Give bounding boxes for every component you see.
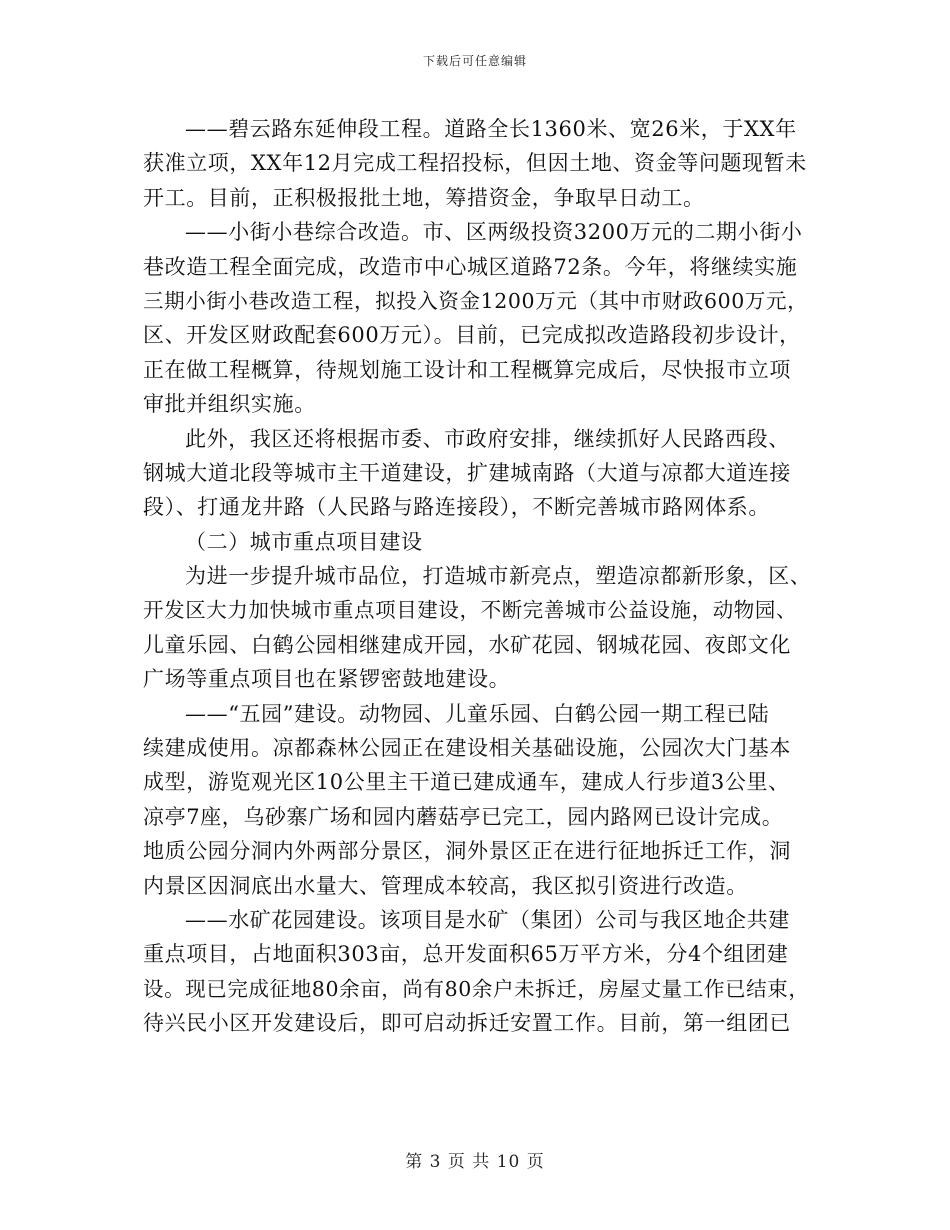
paragraph-line: 内景区因洞底出水量大、管理成本较高，我区拟引资进行改造。: [143, 873, 748, 898]
paragraph-line: 审批并组织实施。: [143, 392, 316, 417]
page-number-footer: 第 3 页 共 10 页: [405, 1152, 545, 1172]
paragraph-first-line: （二）城市重点项目建设: [185, 529, 423, 554]
paragraph-first-line: ——水矿花园建设。该项目是水矿（集团）公司与我区地企共建: [185, 907, 790, 932]
paragraph-line: 开工。目前，正积极报批土地，筹措资金，争取早日动工。: [143, 185, 705, 210]
paragraph-line: 开发区大力加快城市重点项目建设，不断完善城市公益设施，动物园、: [143, 598, 798, 623]
page-header: 下载后可任意编辑: [422, 54, 527, 68]
document-body: [143, 112, 811, 1041]
paragraph-first-line: ——小街小巷综合改造。市、区两级投资3200万元的二期小街小: [185, 220, 803, 245]
paragraph-line: 区、开发区财政配套600万元）。目前，已完成拟改造路段初步设计，: [143, 323, 801, 348]
paragraph-first-line: 为进一步提升城市品位，打造城市新亮点，塑造凉都新形象，区、: [185, 564, 812, 589]
paragraph-line: 获准立项，XX年12月完成工程招投标，但因土地、资金等问题现暂未: [143, 151, 807, 176]
paragraph-line: 成型，游览观光区10公里主干道已建成通车，建成人行步道3公里、: [143, 770, 790, 795]
paragraph-line: 地质公园分洞内外两部分景区，洞外景区正在进行征地拆迁工作，洞: [143, 839, 791, 864]
paragraph-line: 续建成使用。凉都森林公园正在建设相关基础设施，公园次大门基本: [143, 736, 791, 761]
paragraph-line: 凉亭7座，乌砂寨广场和园内蘑菇亭已完工，园内路网已设计完成。: [143, 804, 784, 829]
paragraph-line: 巷改造工程全面完成，改造市中心城区道路72条。今年，将继续实施: [143, 254, 798, 279]
paragraph-first-line: ——“五园”建设。动物园、儿童乐园、白鹤公园一期工程已陆: [185, 701, 770, 726]
paragraph-line: 段）、打通龙井路（人民路与路连接段），不断完善城市路网体系。: [143, 495, 770, 520]
paragraph-line: 设。现已完成征地80余亩，尚有80余户未拆迁，房屋丈量工作已结束，: [143, 976, 810, 1001]
paragraph-line: 三期小街小巷改造工程，拟投入资金1200万元（其中市财政600万元，: [143, 288, 809, 313]
paragraph-line: 广场等重点项目也在紧锣密鼓地建设。: [143, 667, 511, 692]
paragraph-line: 正在做工程概算，待规划施工设计和工程概算完成后，尽快报市立项: [143, 357, 791, 382]
paragraph-line: 儿童乐园、白鹤公园相继建成开园，水矿花园、钢城花园、夜郎文化: [143, 632, 791, 657]
paragraph-line: 待兴民小区开发建设后，即可启动拆迁安置工作。目前，第一组团已: [143, 1011, 791, 1036]
paragraph-line: 重点项目，占地面积303亩，总开发面积65万平方米，分4个组团建: [143, 942, 789, 967]
paragraph-first-line: 此外，我区还将根据市委、市政府安排，继续抓好人民路西段、: [185, 426, 790, 451]
paragraph-first-line: ——碧云路东延伸段工程。道路全长1360米、宽26米，于XX年: [185, 117, 797, 141]
paragraph-line: 钢城大道北段等城市主干道建设，扩建城南路（大道与凉都大道连接: [143, 460, 791, 485]
